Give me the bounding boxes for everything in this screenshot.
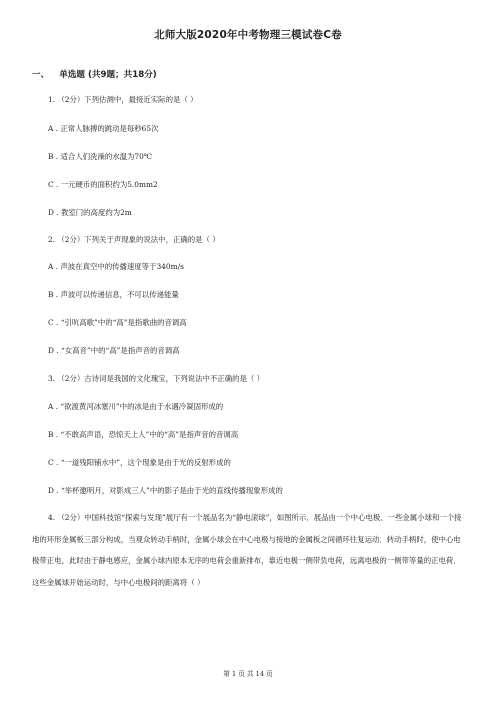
question-3-stem: 3. （2分）古诗词是我国的文化瑰宝，下列说法中不正确的是（ ） xyxy=(48,374,265,383)
question-2-option-c: C . “引吭高歌”中的“高”是指歌曲的音调高 xyxy=(48,318,187,327)
document-title: 北师大版2020年中考物理三模试卷C卷 xyxy=(154,29,342,41)
question-1-option-a: A . 正常人脉搏的跳动是每秒65次 xyxy=(48,124,159,133)
question-1-option-c: C . 一元硬币的面积约为5.0mm2 xyxy=(48,180,158,189)
question-2-option-d: D . “女高音”中的“高”是指声音的音调高 xyxy=(48,346,180,355)
question-3-option-d: D . “举杯邀明月，对影成三人”中的影子是由于光的直线传播现象形成的 xyxy=(48,486,283,495)
question-4-stem: 4. （2分）中国科技馆“探索与发现”展厅有一个展品名为“静电滚球”，如图所示．展品由一个中心电极、一些金属小球和一个接地的环形金属板三部分构成，当观众转动手柄时，金属小球会在中心电极与接地的金属板之间循环往复运动．转动手柄时，使中心电极带正电，此时由于静电感应，金属小球内原本无序的电荷会重新排布，靠近电极一侧带负电荷，远离电极的一侧带等量的正电荷．这些金属球开始运动时，与中心电极间的距离将（ ） xyxy=(32,513,462,587)
page-footer: 第 1 页 共 14 页 xyxy=(223,670,273,678)
question-2-option-a: A . 声波在真空中的传播速度等于340m/s xyxy=(48,262,184,271)
question-2-stem: 2. （2分）下列关于声现象的说法中，正确的是（ ） xyxy=(48,235,220,244)
question-2-option-b: B . 声波可以传递信息，不可以传递能量 xyxy=(48,290,179,299)
section-title: 单选题 (共9题；共18分) xyxy=(59,70,157,80)
question-1-stem: 1. （2分）下列估测中，最接近实际的是（ ） xyxy=(48,95,198,104)
question-3-option-a: A . “欲渡黄河冰塞川”中的冰是由于水遇冷凝固形成的 xyxy=(48,402,224,411)
question-1-option-d: D . 教室门的高度约为2m xyxy=(48,208,132,217)
question-1-option-b: B . 适合人们洗澡的水温为70℃ xyxy=(48,152,153,161)
question-3-option-b: B . “不敢高声语，恐惊天上人”中的“高”是指声音的音调高 xyxy=(48,430,239,439)
question-3-option-c: C . “一道残阳铺水中”，这个现象是由于光的反射形成的 xyxy=(48,458,231,467)
section-heading xyxy=(32,68,157,80)
section-number: 一、 xyxy=(32,70,50,80)
